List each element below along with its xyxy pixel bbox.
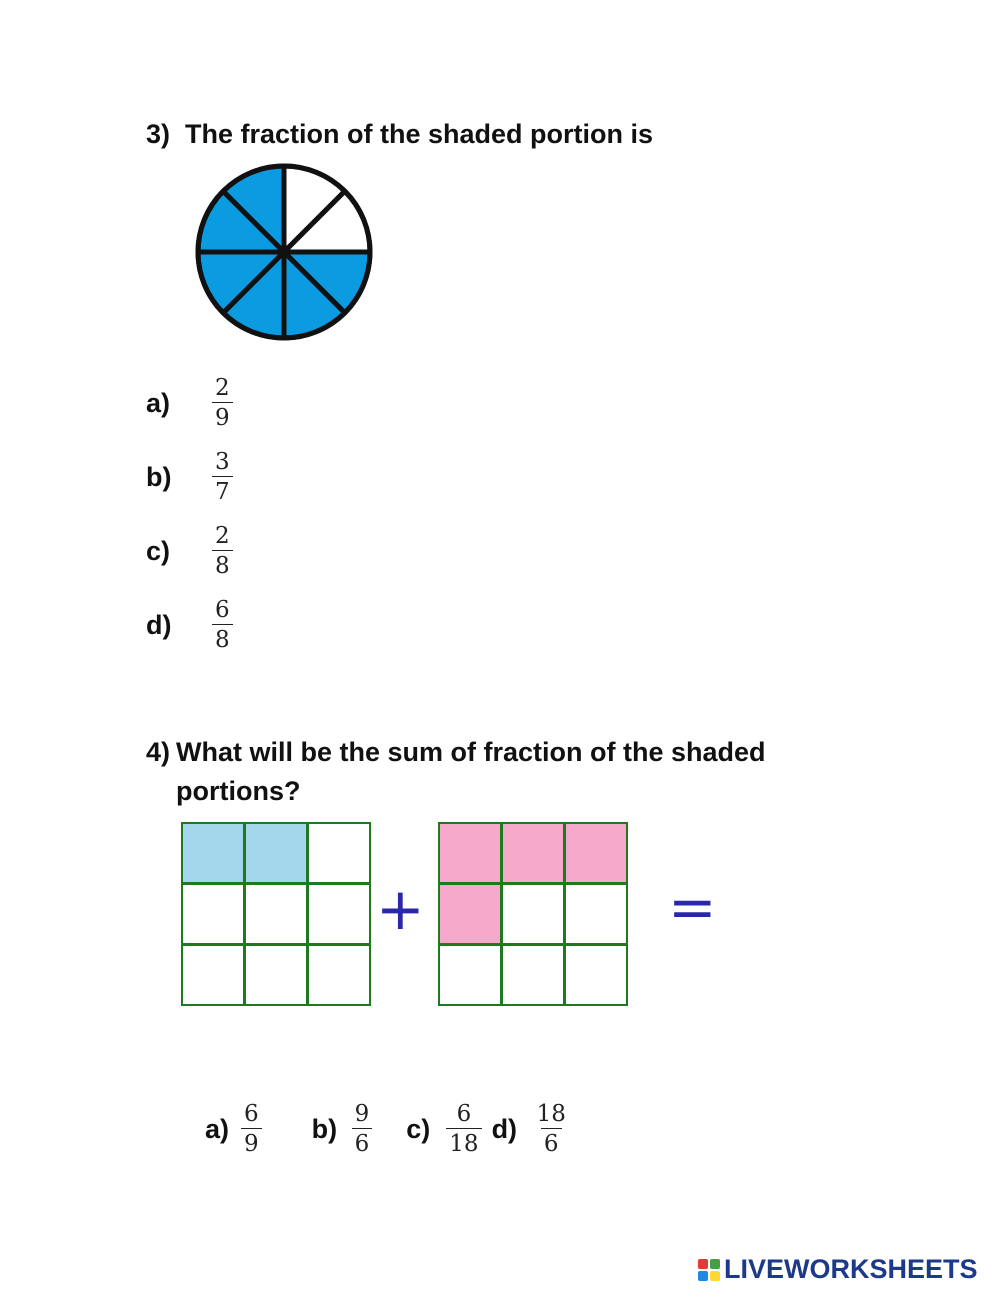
option-c[interactable] (406, 1102, 481, 1156)
grid-cell (309, 824, 369, 882)
grid-cell (503, 946, 563, 1004)
brand-name: LIVEWORKSHEETS (724, 1254, 978, 1284)
option-c[interactable] (146, 514, 233, 588)
option-d[interactable] (146, 588, 233, 662)
grid-cell (309, 885, 369, 943)
option-fraction (212, 450, 233, 504)
numerator: 18 (536, 1101, 566, 1127)
question-4-text-line-2: portions? (176, 776, 301, 806)
plus-sign: + (376, 875, 425, 943)
grid-cell (309, 946, 369, 1004)
denominator: 6 (541, 1128, 562, 1156)
option-d[interactable] (492, 1102, 569, 1156)
option-letter: d) (491, 1113, 518, 1144)
option-letter: b) (311, 1113, 338, 1144)
option-letter: c) (406, 1113, 431, 1144)
grid-cell-shaded (246, 824, 306, 882)
denominator: 18 (446, 1128, 481, 1156)
option-letter: c) (146, 535, 171, 566)
option-letter: a) (146, 387, 171, 418)
shaded-grid-right (438, 822, 628, 1006)
grid-cell (440, 946, 500, 1004)
grid-cell (566, 946, 626, 1004)
option-b[interactable] (146, 440, 233, 514)
question-4-number: 4) (146, 737, 171, 767)
grid-cell-shaded (503, 824, 563, 882)
denominator: 9 (241, 1128, 262, 1156)
grid-cell (246, 885, 306, 943)
option-a[interactable] (205, 1102, 262, 1156)
numerator: 9 (354, 1101, 370, 1127)
option-letter: b) (146, 461, 172, 492)
grid-cell-shaded (440, 824, 500, 882)
numerator: 6 (244, 1101, 259, 1127)
grid-cell (183, 885, 243, 943)
denominator: 8 (212, 550, 233, 578)
option-fraction (212, 598, 233, 652)
equals-sign: = (668, 873, 717, 941)
numerator: 6 (215, 596, 230, 623)
option-fraction (352, 1102, 373, 1156)
denominator: 7 (212, 476, 233, 504)
question-4-options (205, 1102, 569, 1156)
grid-cell-shaded (440, 885, 500, 943)
option-a[interactable] (146, 366, 233, 440)
grid-cell (503, 885, 563, 943)
liveworksheets-logo-icon (698, 1259, 720, 1281)
option-fraction (446, 1102, 481, 1156)
option-letter: a) (205, 1113, 230, 1144)
numerator: 2 (215, 522, 230, 549)
option-fraction (212, 524, 233, 578)
grid-cell (246, 946, 306, 1004)
denominator: 9 (212, 402, 233, 430)
liveworksheets-logo (698, 1254, 978, 1285)
grid-cell (183, 946, 243, 1004)
shaded-grid-left (181, 822, 371, 1006)
numerator: 6 (456, 1101, 472, 1127)
option-fraction (534, 1102, 569, 1156)
grid-cell (566, 885, 626, 943)
question-4-text-line-1: What will be the sum of fraction of the shaded (176, 737, 766, 767)
option-fraction (241, 1102, 262, 1156)
grid-cell-shaded (566, 824, 626, 882)
option-b[interactable] (312, 1102, 373, 1156)
numerator: 3 (215, 448, 230, 475)
option-letter: d) (146, 609, 172, 640)
grid-cell-shaded (183, 824, 243, 882)
question-3-number: 3) (146, 119, 171, 149)
denominator: 8 (212, 624, 233, 652)
question-3-text: The fraction of the shaded portion is (185, 119, 654, 149)
pie-chart-figure (193, 163, 375, 341)
denominator: 6 (352, 1128, 373, 1156)
numerator: 2 (215, 374, 230, 401)
option-fraction (212, 376, 233, 430)
question-3-options (146, 366, 233, 662)
